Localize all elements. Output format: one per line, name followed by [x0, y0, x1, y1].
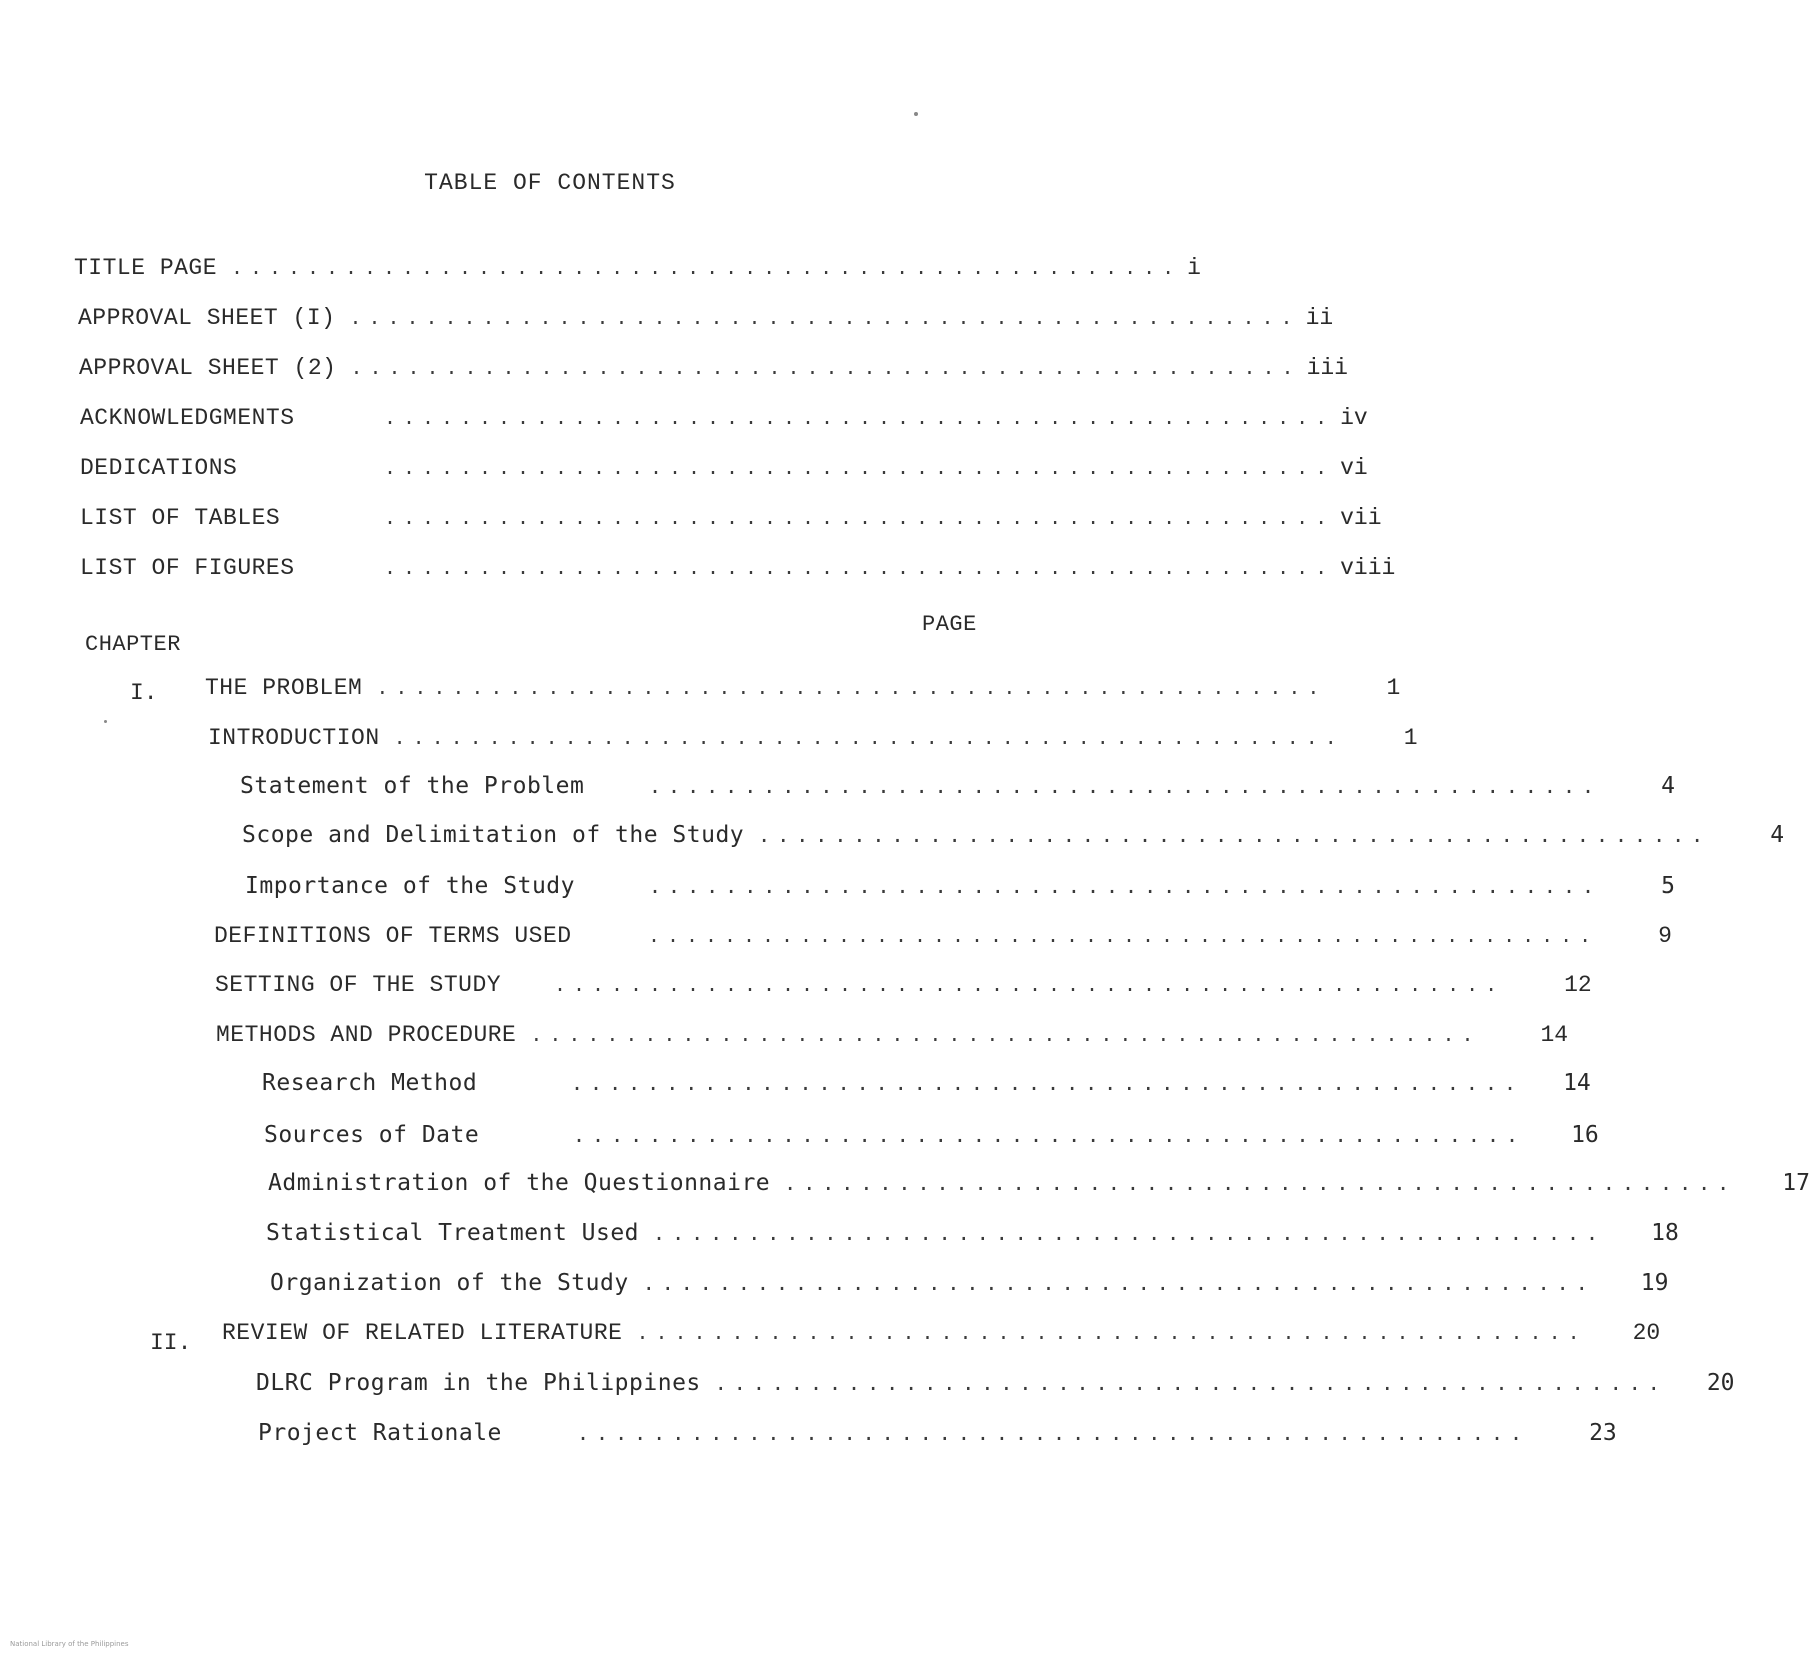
leader-dots: .................................................. [649, 874, 1602, 898]
toc-page-number: 14 [1540, 1022, 1569, 1048]
page-title: TABLE OF CONTENTS [424, 170, 676, 196]
toc-entry-list-of-tables [80, 505, 1382, 535]
toc-label: SETTING OF THE STUDY [215, 972, 502, 998]
toc-label: DEFINITIONS OF TERMS USED [214, 923, 572, 949]
toc-page-number: 4 [1770, 822, 1785, 848]
leader-dots: .................................................. [571, 1071, 1524, 1095]
toc-page-number: 9 [1658, 923, 1672, 949]
toc-entry-importance-of-study [245, 873, 1675, 903]
toc-label: Statistical Treatment Used [266, 1220, 640, 1246]
toc-label: Project Rationale [258, 1420, 502, 1446]
toc-page-number: 16 [1571, 1122, 1599, 1148]
toc-label: Administration of the Questionnaire [268, 1170, 771, 1196]
toc-page-number: 23 [1589, 1420, 1617, 1446]
toc-label: APPROVAL SHEET (2) [79, 355, 337, 381]
toc-page-number: vii [1340, 505, 1382, 531]
toc-label: REVIEW OF RELATED LITERATURE [222, 1320, 623, 1346]
toc-page-number: 1 [1386, 675, 1401, 701]
leader-dots: .................................................. [653, 1221, 1606, 1245]
toc-label: ACKNOWLEDGMENTS [80, 405, 295, 431]
toc-label: Scope and Delimitation of the Study [242, 822, 745, 848]
toc-page-number: vi [1340, 455, 1368, 481]
toc-entry-scope-delimitation [242, 822, 1785, 852]
toc-page-number: 14 [1563, 1070, 1591, 1096]
toc-label: LIST OF FIGURES [80, 555, 295, 581]
leader-dots: .................................................. [649, 774, 1602, 798]
chapter-numeral: II. [150, 1330, 192, 1356]
toc-label: APPROVAL SHEET (I) [78, 305, 336, 331]
scan-footer-text: National Library of the Philippines [10, 1640, 129, 1648]
leader-dots: .................................................. [384, 508, 1335, 531]
toc-entry-sources-of-data [264, 1122, 1599, 1152]
toc-entry-title-page [74, 255, 1201, 285]
toc-page-number: iv [1340, 405, 1368, 431]
toc-label: Research Method [262, 1070, 478, 1096]
toc-entry-administration-questionnaire [268, 1170, 1810, 1200]
toc-entry-dedications [80, 455, 1368, 485]
toc-page-number: 20 [1706, 1370, 1735, 1396]
chapter-numeral: I. [130, 680, 158, 706]
toc-entry-introduction [208, 725, 1418, 755]
leader-dots: .................................................. [642, 1271, 1595, 1295]
leader-dots: .................................................. [393, 728, 1344, 751]
scan-speck [914, 112, 918, 116]
toc-label: Organization of the Study [270, 1270, 629, 1296]
toc-label: DEDICATIONS [80, 455, 238, 481]
toc-label: Sources of Date [264, 1122, 480, 1148]
toc-label: Statement of the Problem [240, 773, 585, 799]
toc-chapter-the-problem [205, 675, 1401, 705]
leader-dots: .................................................. [384, 558, 1335, 581]
toc-page-number: 18 [1651, 1220, 1679, 1246]
toc-entry-dlrc-program [256, 1370, 1735, 1400]
leader-dots: .................................................. [384, 458, 1335, 481]
toc-entry-statistical-treatment [266, 1220, 1679, 1250]
toc-entry-setting [215, 972, 1592, 1002]
toc-page-number: 20 [1632, 1320, 1661, 1346]
page-column-header: PAGE [922, 612, 977, 637]
toc-label: TITLE PAGE [74, 255, 218, 281]
chapter-column-header: CHAPTER [85, 632, 181, 657]
leader-dots: .................................................. [384, 408, 1335, 431]
leader-dots: .................................................. [714, 1371, 1667, 1395]
toc-label: DLRC Program in the Philippines [256, 1370, 701, 1396]
leader-dots: .................................................. [350, 358, 1301, 381]
leader-dots: .................................................. [554, 975, 1505, 998]
toc-entry-project-rationale [258, 1420, 1617, 1450]
toc-entry-list-of-figures [80, 555, 1396, 585]
leader-dots: .................................................. [636, 1323, 1587, 1346]
toc-entry-methods-procedure [216, 1022, 1569, 1052]
leader-dots: .................................................. [573, 1123, 1526, 1147]
toc-page-number: i [1187, 255, 1201, 281]
leader-dots: .................................................. [376, 678, 1327, 701]
toc-entry-statement-of-problem [240, 773, 1675, 803]
toc-entry-approval-sheet-1 [78, 305, 1334, 335]
toc-label: METHODS AND PROCEDURE [216, 1022, 517, 1048]
leader-dots: .................................................. [784, 1171, 1737, 1195]
toc-page-number: 4 [1661, 773, 1675, 799]
toc-entry-acknowledgments [80, 405, 1368, 435]
toc-page-number: 5 [1661, 873, 1675, 899]
leader-dots: .................................................. [577, 1421, 1530, 1445]
toc-page-number: ii [1305, 305, 1334, 331]
toc-label: INTRODUCTION [208, 725, 380, 751]
toc-label: LIST OF TABLES [80, 505, 281, 531]
toc-page-number: 12 [1564, 972, 1592, 998]
toc-label: Importance of the Study [245, 873, 575, 899]
scan-speck [104, 720, 107, 723]
toc-entry-organization-of-study [270, 1270, 1669, 1300]
leader-dots: .................................................. [349, 308, 1300, 331]
toc-chapter-review-literature [222, 1320, 1661, 1350]
toc-label: THE PROBLEM [205, 675, 363, 701]
leader-dots: .................................................. [530, 1025, 1481, 1048]
toc-page-number: viii [1340, 555, 1396, 581]
toc-entry-approval-sheet-2 [79, 355, 1348, 385]
toc-page-number: 1 [1403, 725, 1418, 751]
leader-dots: .................................................. [231, 258, 1182, 281]
toc-entry-research-method [262, 1070, 1591, 1100]
toc-entry-definitions [214, 923, 1672, 953]
leader-dots: .................................................. [648, 926, 1599, 949]
toc-page-number: 19 [1640, 1270, 1669, 1296]
leader-dots: .................................................. [758, 823, 1711, 847]
toc-page-number: 17 [1782, 1170, 1810, 1196]
toc-page-number: iii [1306, 355, 1348, 381]
